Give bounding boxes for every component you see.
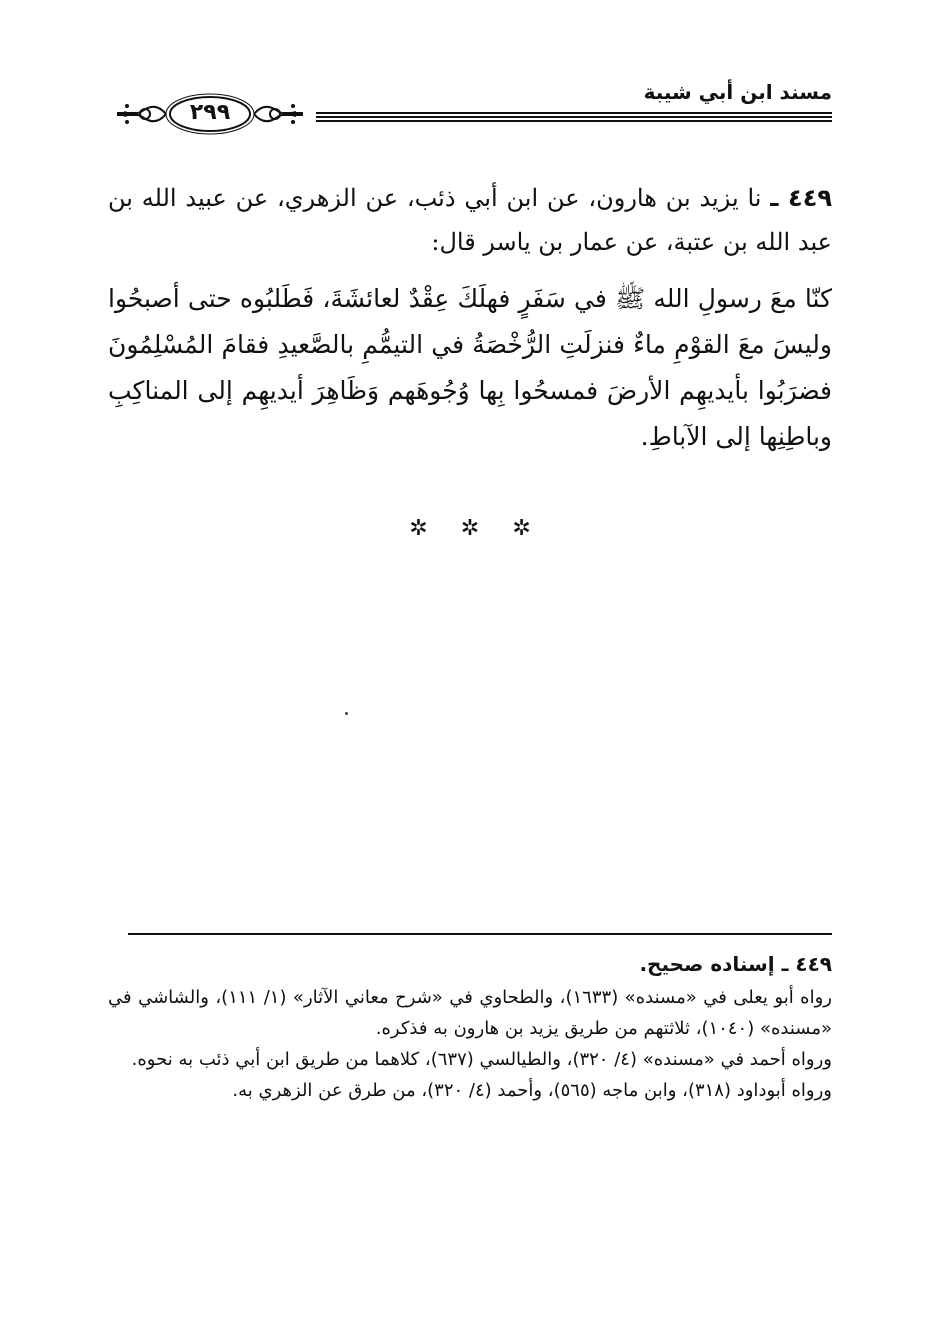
flower-ornament-icon: ✲: [409, 516, 428, 541]
section-separator: [0, 516, 940, 541]
footnote-number: ٤٤٩ ـ: [781, 952, 832, 976]
flower-ornament-icon: ✲: [460, 516, 480, 541]
footnote-heading: [108, 946, 832, 982]
main-text: [108, 176, 832, 460]
footnote-paragraph: ورواه أحمد في «مسنده» (٤/ ٣٢٠)، والطيالسي (٦٣٧)، كلاهما من طريق ابن أبي ذئب به نحوه.: [131, 1049, 832, 1070]
footnote-rule: [128, 933, 832, 935]
footnote-paragraph: رواه أبو يعلى في «مسنده» (١٦٣٣)، والطحاوي في «شرح معاني الآثار» (١/ ١١١)، والشاشي في «مسنده» (١٠٤٠)، ثلاثتهم من طريق يزيد بن هارون به فذكره.: [108, 987, 833, 1039]
footnote-paragraph: ورواه أبوداود (٣١٨)، وابن ماجه (٥٦٥)، وأحمد (٤/ ٣٢٠)، من طرق عن الزهري به.: [232, 1080, 832, 1101]
hadith-isnad-paragraph: [108, 176, 832, 264]
page-number: ٢٩٩: [189, 100, 231, 125]
header-rule: [316, 112, 832, 126]
footnote-verdict: إسناده صحيح.: [639, 952, 775, 976]
running-title: مسند ابن أبي شيبة: [643, 80, 832, 104]
print-speck: [345, 712, 348, 715]
footnotes: [108, 946, 832, 1106]
hadith-number: ٤٤٩ ـ: [770, 184, 832, 212]
flower-ornament-icon: ✲: [512, 516, 531, 541]
hadith-matn: كنّا معَ رسولِ الله ﷺ في سَفَرٍ فهلَكَ عِقْدٌ لعائشَةَ، فَطَلبُوه حتى أصبحُوا وليسَ معَ القوْمِ ماءٌ فنزلَتِ الرُّخْصَةُ في التيمُّمِ بالصَّعيدِ فقامَ المُسْلِمُونَ فضرَبُوا بأيديهِم الأرضَ فمسحُوا بِها وُجُوهَهم وَظَاهِرَ أيديهِم إلى المناكِبِ وباطِنِها إلى الآباطِ.: [108, 284, 832, 451]
hadith-isnad: نا يزيد بن هارون، عن ابن أبي ذئب، عن الزهري، عن عبيد الله بن عبد الله بن عتبة، عن عمار بن ياسر قال:: [108, 184, 832, 256]
